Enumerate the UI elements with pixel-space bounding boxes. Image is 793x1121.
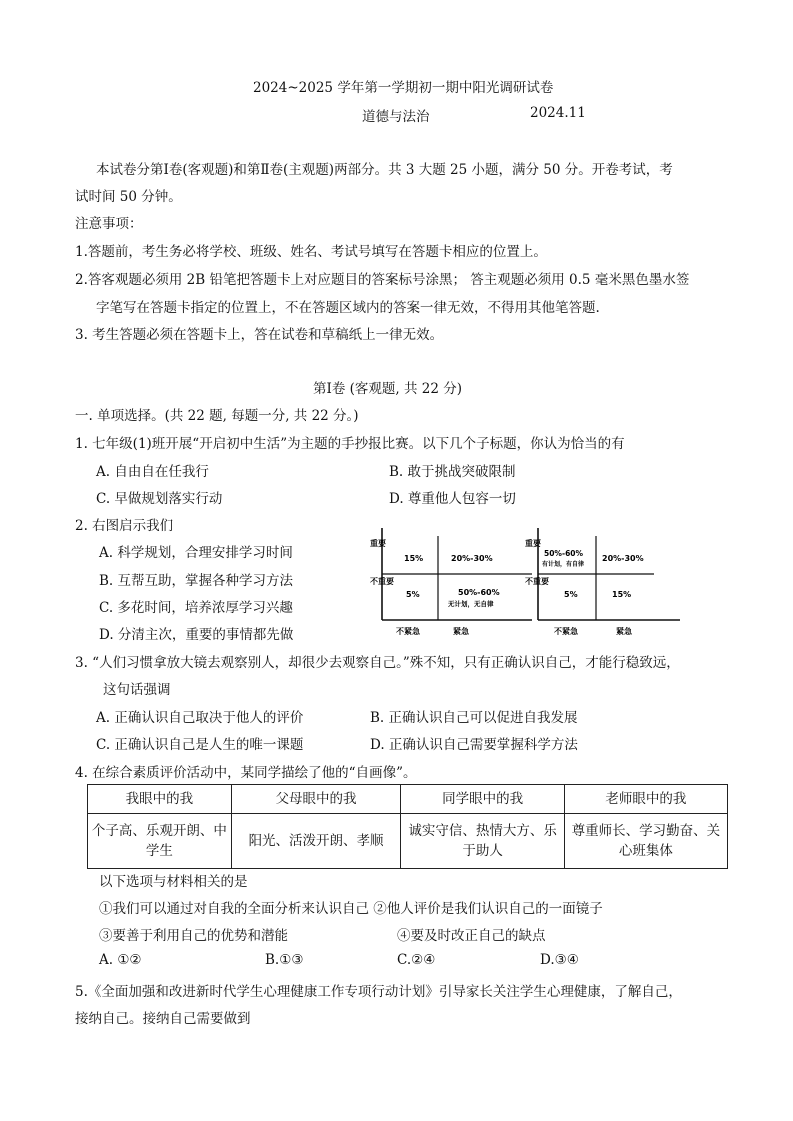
right-y-bottom-label: 不重要 [525, 577, 549, 586]
q3-option-a: A. 正确认识自己取决于他人的评价 [96, 710, 304, 726]
q4-option-c: C.②④ [397, 952, 436, 968]
q4-prompt: 以下选项与材料相关的是 [99, 874, 248, 890]
q4-statements-1-2: ①我们可以通过对自我的全面分析来认识自己 ②他人评价是我们认识自己的一面镜子 [99, 901, 603, 917]
intro-line-2: 试时间 50 分钟。 [75, 189, 182, 205]
q3-stem-line-2: 这句话强调 [103, 682, 171, 698]
left-quadrant-tl-value: 15% [404, 554, 424, 563]
table-cell-line: 心班集体 [618, 843, 673, 859]
note-1: 1.答题前，考生务必将学校、班级、姓名、考试号填写在答题卡相应的位置上。 [75, 244, 547, 260]
part-1-heading: 一. 单项选择。(共 22 题, 每题一分, 共 22 分。) [75, 408, 359, 424]
notes-title: 注意事项： [75, 216, 143, 232]
table-cell [401, 814, 564, 869]
q3-option-d: D. 正确认识自己需要掌握科学方法 [370, 737, 578, 753]
q2-option-a: A. 科学规划，合理安排学习时间 [99, 545, 293, 561]
exam-date: 2024.11 [530, 105, 586, 121]
right-x-right-label: 紧急 [616, 627, 632, 636]
left-x-left-label: 不紧急 [396, 627, 420, 636]
left-x-right-label: 紧急 [453, 627, 469, 636]
q2-option-d: D. 分清主次，重要的事情都先做 [99, 627, 294, 643]
left-quadrant-bl-value: 5% [406, 590, 420, 599]
q3-option-c: C. 正确认识自己是人生的唯一课题 [96, 737, 304, 753]
right-x-left-label: 不紧急 [554, 627, 578, 636]
q4-option-a: A. ①② [99, 952, 142, 968]
q4-option-d: D.③④ [540, 952, 579, 968]
right-quadrant-bl-value: 5% [564, 590, 578, 599]
note-2b: 字笔写在答题卡指定的位置上，不在答题区域内的答案一律无效，不得用其他笔答题. [96, 300, 600, 316]
table-cell-line: 阳光、活泼开朗、孝顺 [248, 833, 384, 849]
table-cell-line: 于助人 [462, 843, 503, 859]
right-y-top-label: 重要 [525, 539, 541, 548]
exam-title: 2024~2025 学年第一学期初一期中阳光调研试卷 [253, 80, 554, 96]
q2-option-b: B. 互帮互助，掌握各种学习方法 [99, 573, 294, 589]
q2-option-c: C. 多花时间，培养浓厚学习兴趣 [99, 600, 293, 616]
q2-stem: 2. 右图启示我们 [75, 518, 174, 534]
right-quadrant-tr-value: 20%-30% [602, 554, 644, 563]
table-header-cell: 同学眼中的我 [401, 785, 564, 814]
left-y-bottom-label: 不重要 [370, 577, 394, 586]
q4-statement-3: ③要善于利用自己的优势和潜能 [99, 928, 288, 944]
table-header-row [88, 785, 728, 814]
table-header-cell: 我眼中的我 [88, 785, 232, 814]
section-title: 第Ⅰ卷 (客观题, 共 22 分) [313, 381, 463, 397]
table-cell-line: 个子高、乐观开朗、中 [91, 823, 227, 839]
left-quadrant-br-value: 50%-60% [458, 588, 500, 597]
q1-option-a: A. 自由自在任我行 [96, 464, 209, 480]
quadrant-right-svg [524, 524, 684, 636]
q5-stem-line-2: 接纳自己。接纳自己需要做到 [75, 1011, 251, 1027]
quadrant-diagram-right [524, 524, 684, 636]
self-portrait-table [87, 784, 728, 869]
right-quadrant-tl-value: 50%-60% [544, 549, 584, 558]
right-quadrant-tl-note: 有计划，有自律 [542, 561, 585, 568]
table-header-cell: 父母眼中的我 [231, 785, 401, 814]
left-quadrant-br-note: 无计划，无自律 [448, 600, 494, 608]
q5-stem-line-1: 5.《全面加强和改进新时代学生心理健康工作专项行动计划》引导家长关注学生心理健康，了解自己， [75, 984, 682, 1000]
table-row [88, 814, 728, 869]
q1-option-c: C. 早做规划落实行动 [96, 491, 223, 507]
note-3: 3. 考生答题必须在答题卡上，答在试卷和草稿纸上一律无效。 [75, 327, 444, 343]
left-quadrant-tr-value: 20%-30% [451, 554, 493, 563]
intro-line-1: 本试卷分第Ⅰ卷(客观题)和第Ⅱ卷(主观题)两部分。共 3 大题 25 小题，满分 50 分。开卷考试，考 [96, 162, 673, 178]
q3-stem-line-1: 3. “人们习惯拿放大镜去观察别人，却很少去观察自己。”殊不知，只有正确认识自己，才能行稳致远， [75, 655, 680, 671]
q4-stem: 4. 在综合素质评价活动中，某同学描绘了他的“自画像”。 [75, 765, 417, 781]
table-header-cell: 老师眼中的我 [564, 785, 727, 814]
table-cell [88, 814, 232, 869]
right-quadrant-br-value: 15% [612, 590, 632, 599]
note-2a: 2.答客观题必须用 2B 铅笔把答题卡上对应题目的答案标号涂黑； 答主观题必须用 0.5 毫米黑色墨水签 [75, 272, 690, 288]
table-cell [231, 814, 401, 869]
table-cell-line: 诚实守信、热情大方、乐 [408, 823, 557, 839]
subject-label: 道德与法治 [362, 109, 430, 125]
quadrant-left-svg [366, 524, 536, 636]
q4-statement-4: ④要及时改正自己的缺点 [397, 928, 546, 944]
q4-option-b: B.①③ [265, 952, 304, 968]
quadrant-diagram-left [366, 524, 536, 636]
q1-stem: 1. 七年级(1)班开展“开启初中生活”为主题的手抄报比赛。以下几个子标题，你认为恰当的有 [75, 436, 625, 452]
q1-option-d: D. 尊重他人包容一切 [389, 491, 516, 507]
table-cell [564, 814, 727, 869]
table-cell-line: 学生 [145, 843, 173, 859]
q3-option-b: B. 正确认识自己可以促进自我发展 [370, 710, 578, 726]
left-y-top-label: 重要 [370, 539, 386, 548]
table-cell-line: 尊重师长、学习勤奋、关 [571, 823, 721, 839]
q1-option-b: B. 敢于挑战突破限制 [389, 464, 516, 480]
